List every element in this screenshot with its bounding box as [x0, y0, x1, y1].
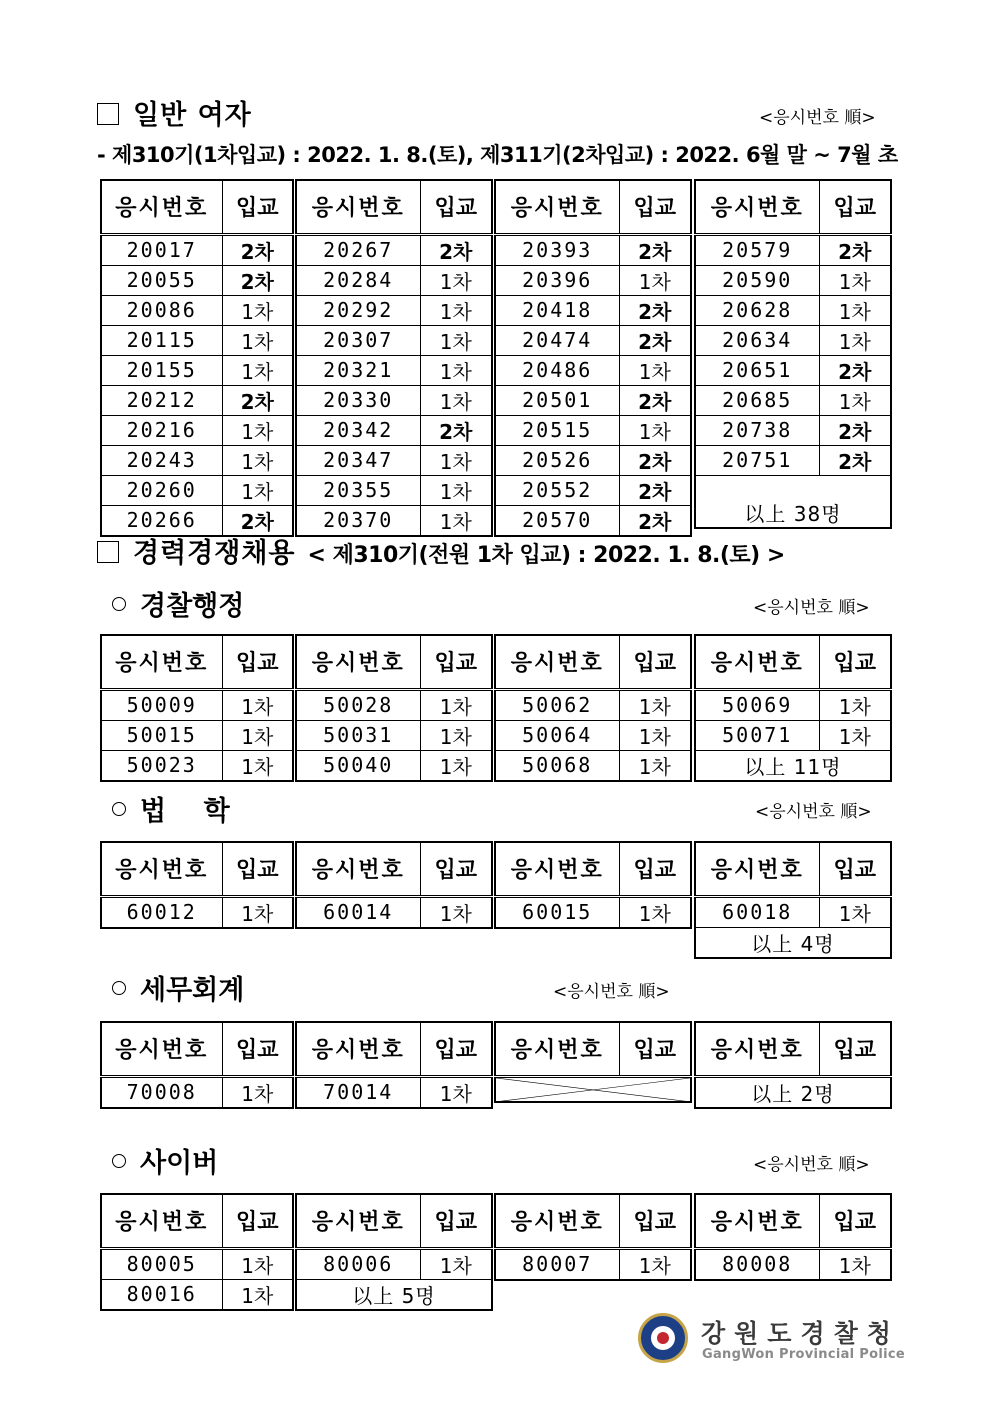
entry-round: 1차 — [420, 505, 492, 536]
exam-number: 20115 — [101, 325, 222, 355]
table-row — [296, 295, 492, 325]
cyber-order-note: <응시번호 順> — [753, 1155, 870, 1175]
entry-round: 2차 — [420, 415, 492, 445]
header-exam-number: 응시번호 — [101, 1022, 222, 1076]
entry-round: 1차 — [420, 896, 492, 928]
exam-number: 50062 — [495, 689, 619, 720]
header-entry: 입교 — [420, 635, 492, 689]
exam-number: 20579 — [695, 234, 819, 265]
exam-number: 20418 — [495, 295, 619, 325]
exam-number: 20651 — [695, 355, 819, 385]
table-header-row — [296, 635, 492, 689]
table-row — [495, 325, 691, 355]
entry-round: 1차 — [222, 445, 293, 475]
exam-number: 20570 — [495, 505, 619, 536]
police-emblem-icon — [638, 1313, 688, 1363]
table-row — [495, 750, 691, 781]
exam-number: 20342 — [296, 415, 420, 445]
table-row — [296, 750, 492, 781]
law-subsection-title: 법 학 — [112, 789, 230, 828]
entry-round: 2차 — [619, 325, 691, 355]
table-row — [101, 689, 293, 720]
entry-round: 1차 — [420, 720, 492, 750]
table-header-row — [495, 1194, 691, 1248]
table-row — [495, 720, 691, 750]
header-exam-number: 응시번호 — [101, 1194, 222, 1248]
header-entry: 입교 — [819, 842, 891, 896]
exam-number: 20738 — [695, 415, 819, 445]
table-row — [695, 325, 891, 355]
org-name: 강원도경찰청 — [701, 1319, 900, 1348]
exam-number: 20243 — [101, 445, 222, 475]
tax-subsection-title: 세무회계 — [112, 968, 244, 1007]
exam-number: 50071 — [695, 720, 819, 750]
roster-table — [295, 1021, 493, 1109]
table-row — [495, 689, 691, 720]
entry-round: 2차 — [619, 295, 691, 325]
exam-number: 20292 — [296, 295, 420, 325]
entry-round: 1차 — [222, 1248, 293, 1279]
entry-round: 1차 — [619, 896, 691, 928]
exam-number: 20321 — [296, 355, 420, 385]
table-row — [101, 415, 293, 445]
header-entry: 입교 — [619, 842, 691, 896]
cross-out-icon — [496, 1078, 690, 1102]
table-row — [101, 325, 293, 355]
header-entry: 입교 — [619, 180, 691, 234]
table-row — [101, 445, 293, 475]
entry-round: 2차 — [222, 234, 293, 265]
circle-bullet-icon — [112, 1154, 126, 1168]
entry-round: 2차 — [619, 234, 691, 265]
total-count: 以上 38명 — [695, 475, 891, 528]
entry-round: 2차 — [619, 385, 691, 415]
general-order-note: <응시번호 順> — [759, 108, 876, 128]
table-row — [101, 1248, 293, 1279]
table-row — [296, 1248, 492, 1279]
header-exam-number: 응시번호 — [101, 635, 222, 689]
entry-round: 1차 — [420, 1076, 492, 1108]
table-header-row — [296, 1022, 492, 1076]
circle-bullet-icon — [112, 981, 126, 995]
table-row — [101, 1076, 293, 1108]
entry-round: 2차 — [819, 355, 891, 385]
entry-round: 1차 — [222, 355, 293, 385]
table-header-row — [495, 842, 691, 896]
table-row — [296, 689, 492, 720]
table-row — [101, 355, 293, 385]
table-row — [101, 720, 293, 750]
exam-number: 20266 — [101, 505, 222, 536]
entry-round: 1차 — [619, 720, 691, 750]
exam-number: 50069 — [695, 689, 819, 720]
exam-number: 80007 — [495, 1248, 619, 1280]
crossed-empty-cell — [495, 1076, 691, 1102]
roster-table — [694, 1193, 892, 1281]
table-header-row — [695, 180, 891, 234]
table-row — [495, 234, 691, 265]
exam-number: 50009 — [101, 689, 222, 720]
entry-round: 2차 — [222, 385, 293, 415]
entry-round: 2차 — [619, 445, 691, 475]
entry-round: 1차 — [420, 295, 492, 325]
table-row — [495, 295, 691, 325]
table-row — [101, 1279, 293, 1310]
entry-round: 1차 — [819, 265, 891, 295]
header-entry: 입교 — [619, 635, 691, 689]
header-entry: 입교 — [819, 635, 891, 689]
table-row — [296, 325, 492, 355]
table-header-row — [495, 180, 691, 234]
entry-round: 2차 — [222, 505, 293, 536]
table-row — [101, 385, 293, 415]
header-entry: 입교 — [420, 842, 492, 896]
exam-number: 20307 — [296, 325, 420, 355]
table-header-row — [695, 842, 891, 896]
exam-number: 20552 — [495, 475, 619, 505]
table-row — [495, 445, 691, 475]
roster-table — [494, 1021, 692, 1103]
exam-number: 20347 — [296, 445, 420, 475]
exam-number: 50015 — [101, 720, 222, 750]
table-row — [101, 750, 293, 781]
header-exam-number: 응시번호 — [495, 1022, 619, 1076]
exam-number: 20260 — [101, 475, 222, 505]
table-header-row — [695, 635, 891, 689]
entry-round: 1차 — [420, 750, 492, 781]
table-header-row — [101, 1022, 293, 1076]
entry-round: 1차 — [819, 1248, 891, 1280]
header-entry: 입교 — [420, 1194, 492, 1248]
table-row — [495, 415, 691, 445]
table-row — [101, 234, 293, 265]
roster-table — [100, 841, 294, 929]
roster-table — [494, 1193, 692, 1281]
entry-round: 2차 — [222, 265, 293, 295]
exam-number: 60014 — [296, 896, 420, 928]
header-exam-number: 응시번호 — [495, 1194, 619, 1248]
table-header-row — [695, 1194, 891, 1248]
entry-round: 1차 — [619, 355, 691, 385]
table-header-row — [296, 842, 492, 896]
entry-round: 1차 — [420, 475, 492, 505]
header-entry: 입교 — [222, 1194, 293, 1248]
exam-number: 80008 — [695, 1248, 819, 1280]
table-row — [695, 445, 891, 475]
law-order-note: <응시번호 順> — [755, 802, 872, 822]
roster-table — [295, 179, 493, 537]
table-row — [695, 720, 891, 750]
roster-table — [694, 634, 892, 782]
total-row — [695, 927, 891, 958]
table-header-row — [101, 1194, 293, 1248]
header-exam-number: 응시번호 — [296, 180, 420, 234]
exam-number: 20486 — [495, 355, 619, 385]
entry-round: 2차 — [819, 415, 891, 445]
empty-row — [495, 1076, 691, 1102]
table-header-row — [101, 635, 293, 689]
header-entry: 입교 — [819, 1194, 891, 1248]
total-row — [296, 1279, 492, 1310]
checkbox-square-icon — [97, 541, 119, 563]
entry-round: 1차 — [222, 750, 293, 781]
total-count: 以上 5명 — [296, 1279, 492, 1310]
exam-number: 20685 — [695, 385, 819, 415]
entry-round: 1차 — [420, 385, 492, 415]
total-row — [695, 750, 891, 781]
roster-table — [694, 841, 892, 959]
table-row — [495, 896, 691, 928]
table-row — [495, 385, 691, 415]
general-subtitle: - 제310기(1차입교) : 2022. 1. 8.(토), 제311기(2차입교) : 2022. 6월 말 ~ 7월 초 — [97, 143, 898, 167]
table-row — [695, 385, 891, 415]
header-exam-number: 응시번호 — [101, 180, 222, 234]
entry-round: 1차 — [619, 689, 691, 720]
exam-number: 20017 — [101, 234, 222, 265]
table-row — [296, 385, 492, 415]
entry-round: 1차 — [819, 720, 891, 750]
exam-number: 80005 — [101, 1248, 222, 1279]
exam-number: 20086 — [101, 295, 222, 325]
roster-table — [694, 179, 892, 529]
table-row — [101, 265, 293, 295]
header-exam-number: 응시번호 — [495, 635, 619, 689]
header-exam-number: 응시번호 — [695, 842, 819, 896]
entry-round: 1차 — [819, 896, 891, 927]
exam-number: 20370 — [296, 505, 420, 536]
exam-number: 20590 — [695, 265, 819, 295]
exam-number: 20628 — [695, 295, 819, 325]
exam-number: 70014 — [296, 1076, 420, 1108]
entry-round: 1차 — [222, 415, 293, 445]
entry-round: 1차 — [420, 445, 492, 475]
total-count: 以上 4명 — [695, 927, 891, 958]
header-entry: 입교 — [222, 842, 293, 896]
roster-table — [100, 1193, 294, 1311]
roster-table — [100, 1021, 294, 1109]
header-exam-number: 응시번호 — [296, 1194, 420, 1248]
general-section-title: 일반 여자 — [97, 93, 252, 132]
entry-round: 2차 — [420, 234, 492, 265]
header-exam-number: 응시번호 — [296, 635, 420, 689]
entry-round: 1차 — [819, 295, 891, 325]
table-header-row — [695, 1022, 891, 1076]
entry-round: 1차 — [619, 750, 691, 781]
total-count: 以上 2명 — [695, 1076, 891, 1108]
roster-table — [494, 634, 692, 782]
exam-number: 80016 — [101, 1279, 222, 1310]
roster-table — [494, 179, 692, 537]
table-row — [695, 265, 891, 295]
header-entry: 입교 — [420, 180, 492, 234]
total-count: 以上 11명 — [695, 750, 891, 781]
exam-number: 20393 — [495, 234, 619, 265]
entry-round: 1차 — [222, 1076, 293, 1108]
entry-round: 2차 — [619, 475, 691, 505]
table-row — [296, 445, 492, 475]
table-row — [101, 475, 293, 505]
exam-number: 20055 — [101, 265, 222, 295]
career-subtitle: < 제310기(전원 1차 입교) : 2022. 1. 8.(토) > — [307, 543, 785, 568]
roster-table — [295, 1193, 493, 1311]
table-header-row — [101, 180, 293, 234]
admin-subsection-title: 경찰행정 — [112, 584, 244, 623]
entry-round: 1차 — [420, 325, 492, 355]
table-row — [296, 1076, 492, 1108]
entry-round: 1차 — [819, 325, 891, 355]
table-header-row — [495, 1022, 691, 1076]
exam-number: 50040 — [296, 750, 420, 781]
entry-round: 1차 — [222, 295, 293, 325]
entry-round: 2차 — [619, 505, 691, 536]
exam-number: 20330 — [296, 385, 420, 415]
header-exam-number: 응시번호 — [695, 1194, 819, 1248]
exam-number: 20267 — [296, 234, 420, 265]
exam-number: 50023 — [101, 750, 222, 781]
header-exam-number: 응시번호 — [495, 180, 619, 234]
entry-round: 2차 — [819, 234, 891, 265]
table-row — [695, 355, 891, 385]
table-row — [695, 896, 891, 927]
header-entry: 입교 — [619, 1194, 691, 1248]
entry-round: 1차 — [222, 325, 293, 355]
roster-table — [494, 841, 692, 929]
table-header-row — [101, 842, 293, 896]
exam-number: 20501 — [495, 385, 619, 415]
header-entry: 입교 — [420, 1022, 492, 1076]
header-entry: 입교 — [819, 180, 891, 234]
table-row — [495, 475, 691, 505]
entry-round: 1차 — [222, 689, 293, 720]
entry-round: 1차 — [222, 896, 293, 928]
exam-number: 20634 — [695, 325, 819, 355]
table-row — [296, 896, 492, 928]
entry-round: 2차 — [819, 445, 891, 475]
table-header-row — [296, 1194, 492, 1248]
table-row — [296, 475, 492, 505]
exam-number: 60015 — [495, 896, 619, 928]
header-exam-number: 응시번호 — [296, 842, 420, 896]
circle-bullet-icon — [112, 802, 126, 816]
roster-table — [100, 634, 294, 782]
table-header-row — [296, 180, 492, 234]
exam-number: 60012 — [101, 896, 222, 928]
entry-round: 1차 — [420, 1248, 492, 1279]
roster-table — [694, 1021, 892, 1109]
table-header-row — [495, 635, 691, 689]
exam-number: 20212 — [101, 385, 222, 415]
exam-number: 50028 — [296, 689, 420, 720]
table-row — [695, 234, 891, 265]
exam-number: 20515 — [495, 415, 619, 445]
entry-round: 1차 — [222, 1279, 293, 1310]
exam-number: 60018 — [695, 896, 819, 927]
table-row — [695, 689, 891, 720]
exam-number: 20526 — [495, 445, 619, 475]
table-row — [101, 896, 293, 928]
header-entry: 입교 — [819, 1022, 891, 1076]
header-exam-number: 응시번호 — [495, 842, 619, 896]
entry-round: 1차 — [222, 475, 293, 505]
roster-table — [100, 179, 294, 537]
career-section-title: 경력경쟁채용 < 제310기(전원 1차 입교) : 2022. 1. 8.(토) > — [97, 531, 785, 570]
header-exam-number: 응시번호 — [695, 635, 819, 689]
exam-number: 20216 — [101, 415, 222, 445]
entry-round: 1차 — [420, 265, 492, 295]
table-row — [296, 265, 492, 295]
header-exam-number: 응시번호 — [695, 180, 819, 234]
table-row — [495, 265, 691, 295]
exam-number: 20355 — [296, 475, 420, 505]
header-entry: 입교 — [222, 635, 293, 689]
entry-round: 1차 — [819, 689, 891, 720]
table-row — [495, 1248, 691, 1280]
admin-order-note: <응시번호 順> — [753, 598, 870, 618]
table-row — [296, 355, 492, 385]
exam-number: 20751 — [695, 445, 819, 475]
table-row — [495, 355, 691, 385]
exam-number: 80006 — [296, 1248, 420, 1279]
exam-number: 20396 — [495, 265, 619, 295]
exam-number: 50064 — [495, 720, 619, 750]
total-row — [695, 1076, 891, 1108]
table-row — [296, 415, 492, 445]
entry-round: 1차 — [819, 385, 891, 415]
entry-round: 1차 — [619, 1248, 691, 1280]
roster-table — [295, 634, 493, 782]
exam-number: 50068 — [495, 750, 619, 781]
exam-number: 20474 — [495, 325, 619, 355]
entry-round: 1차 — [420, 355, 492, 385]
header-entry: 입교 — [222, 1022, 293, 1076]
exam-number: 50031 — [296, 720, 420, 750]
table-row — [296, 720, 492, 750]
entry-round: 1차 — [420, 689, 492, 720]
roster-table — [295, 841, 493, 929]
header-exam-number: 응시번호 — [101, 842, 222, 896]
exam-number: 20284 — [296, 265, 420, 295]
total-row — [695, 475, 891, 528]
circle-bullet-icon — [112, 597, 126, 611]
cyber-subsection-title: 사이버 — [112, 1141, 218, 1180]
org-name-en: GangWon Provincial Police — [702, 1347, 905, 1362]
entry-round: 1차 — [222, 720, 293, 750]
exam-number: 20155 — [101, 355, 222, 385]
tax-order-note: <응시번호 順> — [553, 982, 670, 1002]
header-entry: 입교 — [619, 1022, 691, 1076]
table-row — [296, 234, 492, 265]
header-entry: 입교 — [222, 180, 293, 234]
checkbox-square-icon — [97, 103, 119, 125]
table-row — [101, 295, 293, 325]
table-row — [695, 295, 891, 325]
header-exam-number: 응시번호 — [296, 1022, 420, 1076]
header-exam-number: 응시번호 — [695, 1022, 819, 1076]
table-row — [695, 415, 891, 445]
entry-round: 1차 — [619, 415, 691, 445]
exam-number: 70008 — [101, 1076, 222, 1108]
table-row — [695, 1248, 891, 1280]
entry-round: 1차 — [619, 265, 691, 295]
